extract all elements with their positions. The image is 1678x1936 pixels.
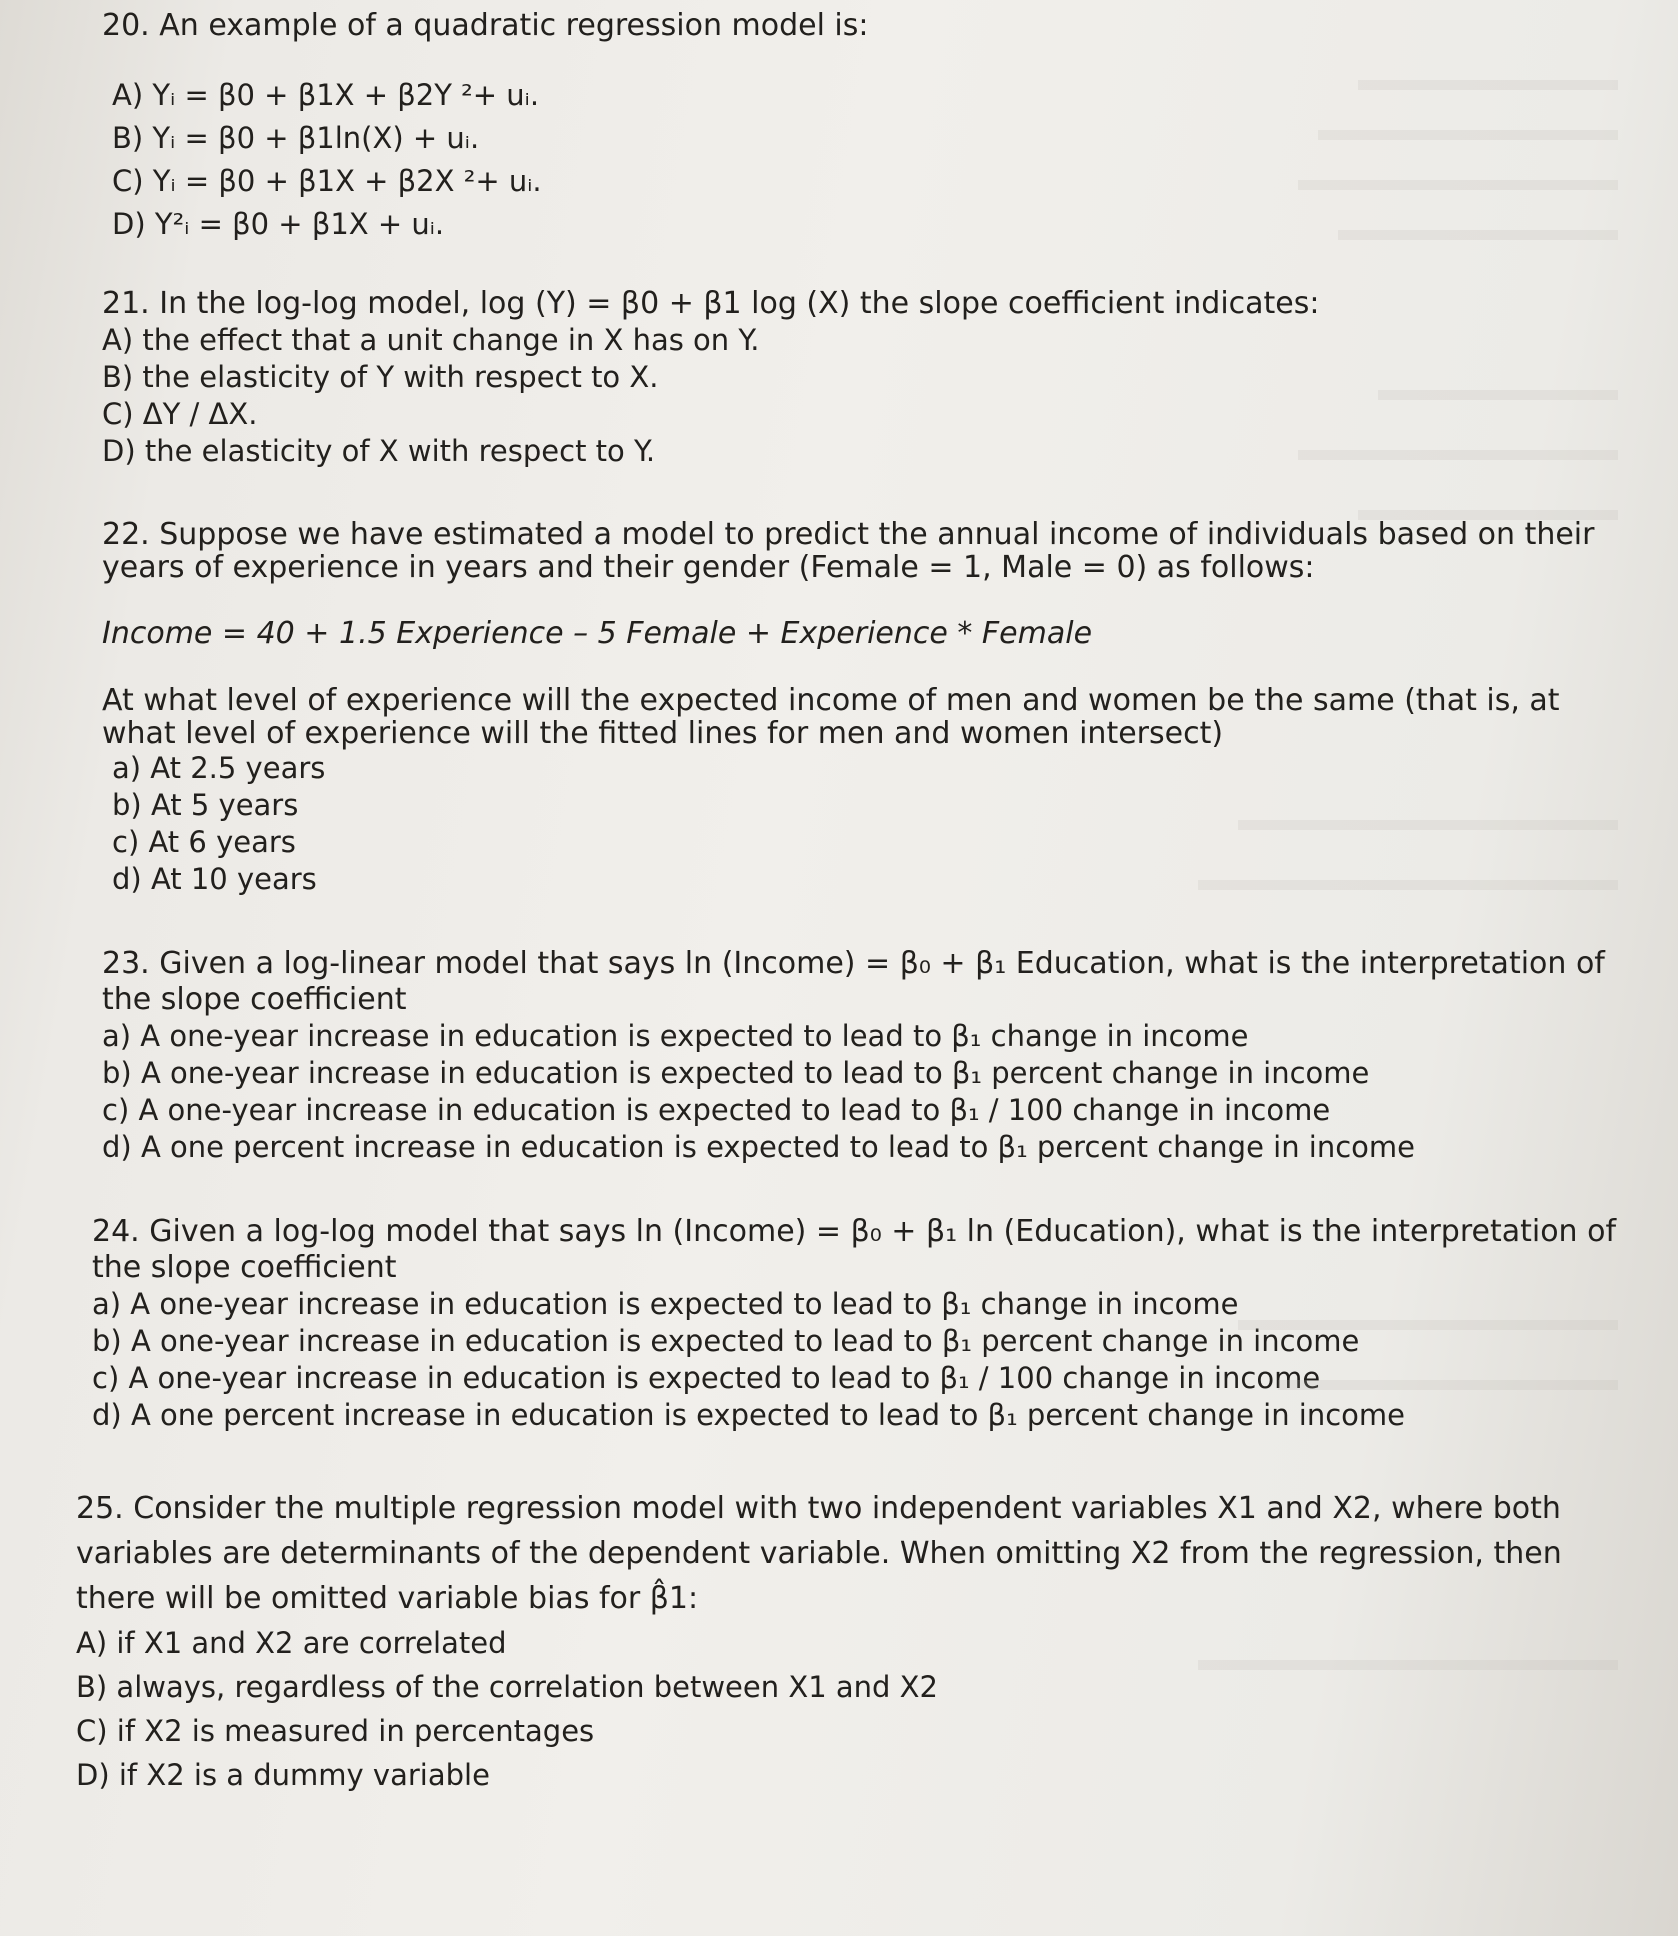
question-22-question: At what level of experience will the expected income of men and women be the same (that is, at what level of experience will the fitted lines for men and women intersect) xyxy=(102,683,1560,751)
question-22-formula: Income = 40 + 1.5 Experience – 5 Female + Experience * Female xyxy=(102,616,1093,651)
question-20-option-a: A) Yᵢ = β0 + β1X + β2Y ²+ uᵢ. xyxy=(112,78,540,112)
question-22-option-c: c) At 6 years xyxy=(112,825,296,859)
question-23 xyxy=(102,946,1618,1166)
question-22-options xyxy=(102,750,1618,898)
question-23-option-b: b) A one-year increase in education is expected to lead to β₁ percent change in income xyxy=(102,1056,1370,1090)
question-25-option-c: C) if X2 is measured in percentages xyxy=(76,1714,595,1748)
question-20-option-d: D) Y²ᵢ = β0 + β1X + uᵢ. xyxy=(112,207,445,241)
question-21 xyxy=(102,286,1618,470)
question-23-option-d: d) A one percent increase in education is expected to lead to β₁ percent change in income xyxy=(102,1130,1416,1164)
question-20 xyxy=(102,8,1618,246)
question-25-option-a: A) if X1 and X2 are correlated xyxy=(76,1626,507,1660)
question-20-options xyxy=(102,74,1618,246)
question-23-options xyxy=(102,1018,1618,1166)
question-25 xyxy=(76,1486,1618,1797)
question-22-stem: 22. Suppose we have estimated a model to predict the annual income of individuals based on their years of experience in years and their gender (Female = 1, Male = 0) as follows: xyxy=(102,517,1595,585)
question-21-option-d: D) the elasticity of X with respect to Y. xyxy=(102,434,656,468)
question-24-option-b: b) A one-year increase in education is expected to lead to β₁ percent change in income xyxy=(92,1324,1360,1358)
question-25-option-d: D) if X2 is a dummy variable xyxy=(76,1758,490,1792)
question-21-option-a: A) the effect that a unit change in X has on Y. xyxy=(102,323,760,357)
question-23-option-c: c) A one-year increase in education is expected to lead to β₁ / 100 change in income xyxy=(102,1093,1331,1127)
question-22-option-d: d) At 10 years xyxy=(112,862,317,896)
question-24 xyxy=(92,1214,1618,1434)
question-21-option-c: C) ΔY / ΔX. xyxy=(102,397,258,431)
question-21-options xyxy=(102,322,1618,470)
question-25-stem: 25. Consider the multiple regression model with two independent variables X1 and X2, where both variables are determinants of the dependent variable. When omitting X2 from the regression, then there will be omitted variable bias for β̂1: xyxy=(76,1491,1562,1616)
question-24-option-d: d) A one percent increase in education is expected to lead to β₁ percent change in income xyxy=(92,1398,1406,1432)
question-25-options xyxy=(76,1621,1618,1797)
question-23-option-a: a) A one-year increase in education is expected to lead to β₁ change in income xyxy=(102,1019,1249,1053)
question-22-option-a: a) At 2.5 years xyxy=(112,751,326,785)
question-25-option-b: B) always, regardless of the correlation between X1 and X2 xyxy=(76,1670,938,1704)
question-20-stem: 20. An example of a quadratic regression model is: xyxy=(102,8,869,43)
question-20-option-b: B) Yᵢ = β0 + β1ln(X) + uᵢ. xyxy=(112,121,480,155)
question-23-stem: 23. Given a log-linear model that says ln (Income) = β₀ + β₁ Education, what is the interpretation of the slope coefficient xyxy=(102,946,1605,1017)
question-21-option-b: B) the elasticity of Y with respect to X. xyxy=(102,360,659,394)
question-24-option-a: a) A one-year increase in education is expected to lead to β₁ change in income xyxy=(92,1287,1239,1321)
question-22 xyxy=(102,518,1618,898)
question-24-options xyxy=(92,1286,1618,1434)
question-22-option-b: b) At 5 years xyxy=(112,788,299,822)
question-21-stem: 21. In the log-log model, log (Y) = β0 + β1 log (X) the slope coefficient indicates: xyxy=(102,286,1320,321)
question-24-option-c: c) A one-year increase in education is expected to lead to β₁ / 100 change in income xyxy=(92,1361,1321,1395)
question-20-option-c: C) Yᵢ = β0 + β1X + β2X ²+ uᵢ. xyxy=(112,164,542,198)
question-24-stem: 24. Given a log-log model that says ln (Income) = β₀ + β₁ ln (Education), what is the interpretation of the slope coefficient xyxy=(92,1214,1617,1285)
